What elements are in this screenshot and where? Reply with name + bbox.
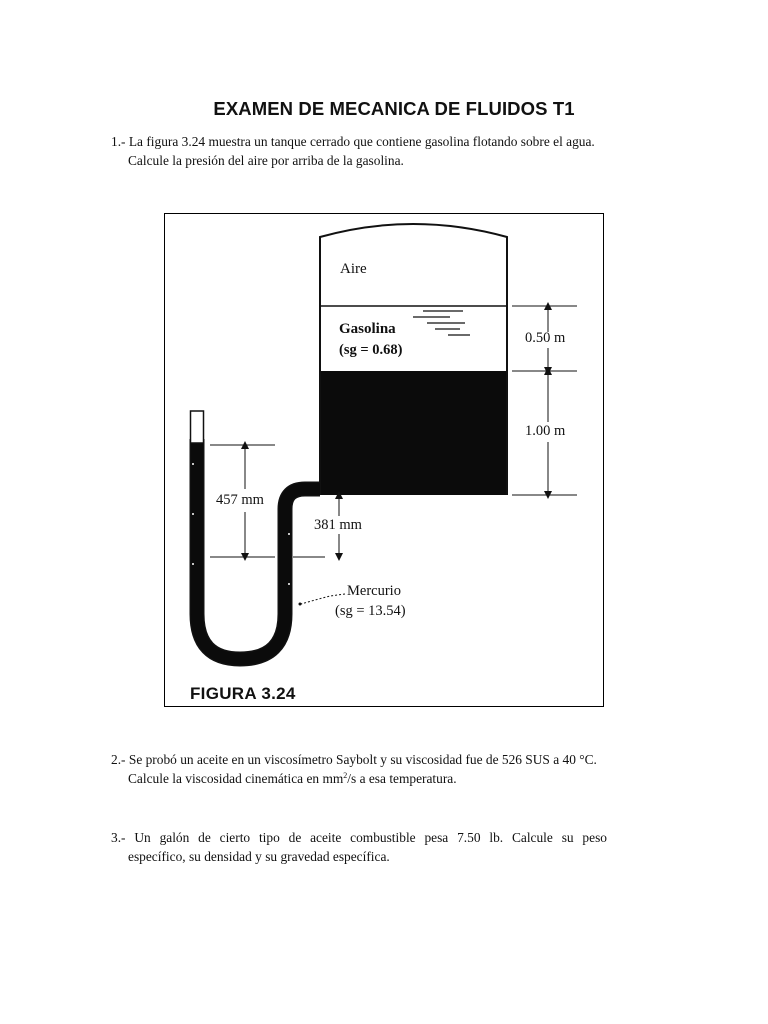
figure-caption: FIGURA 3.24 (190, 684, 296, 703)
surface-marks-icon (413, 311, 470, 335)
open-tube-end (191, 411, 204, 443)
water-layer (320, 371, 507, 495)
question-3-line-2: específico, su densidad y su gravedad específica. (128, 848, 390, 864)
question-1 (111, 133, 631, 170)
gasoline-label: Gasolina (339, 321, 396, 337)
question-2-line-2 (111, 770, 631, 789)
manometer-tube (197, 439, 320, 659)
question-2-line-2-text: Calcule la viscosidad cinemática en mm (128, 770, 344, 786)
dim-100-label: 1.00 m (525, 423, 566, 439)
dim-457-label: 457 mm (216, 492, 264, 508)
question-2 (111, 751, 631, 788)
mercury-sg-label: (sg = 13.54) (335, 603, 406, 619)
air-label: Aire (340, 261, 367, 277)
superscript-2: 2 (343, 770, 348, 780)
mercury-label: Mercurio (347, 583, 401, 599)
mercury-column (197, 439, 320, 659)
figure-3-24 (164, 213, 604, 707)
tube-highlight (192, 463, 290, 585)
dim-050-label: 0.50 m (525, 330, 566, 346)
tank-manometer-diagram (165, 214, 603, 706)
question-1-number: 1.- (111, 134, 126, 149)
question-1-line-2: Calcule la presión del aire por arriba de la gasolina. (128, 152, 404, 168)
question-2-number: 2.- (111, 752, 126, 767)
gasoline-sg-label: (sg = 0.68) (339, 342, 403, 358)
question-2-line-1: Se probó un aceite en un viscosímetro Saybolt y su viscosidad fue de 526 SUS a 40 °C. (128, 752, 597, 767)
question-2-line-2-end: /s a esa temperatura. (347, 770, 457, 786)
question-3-number: 3.- (111, 830, 126, 845)
question-3 (111, 829, 607, 866)
question-1-line-1: La figura 3.24 muestra un tanque cerrado que contiene gasolina flotando sobre el agua. (128, 134, 595, 149)
dim-381-label: 381 mm (314, 517, 362, 533)
question-3-line-1: Un galón de cierto tipo de aceite combustible pesa 7.50 lb. Calcule su peso (134, 830, 607, 845)
exam-title: EXAMEN DE MECANICA DE FLUIDOS T1 (213, 98, 575, 119)
